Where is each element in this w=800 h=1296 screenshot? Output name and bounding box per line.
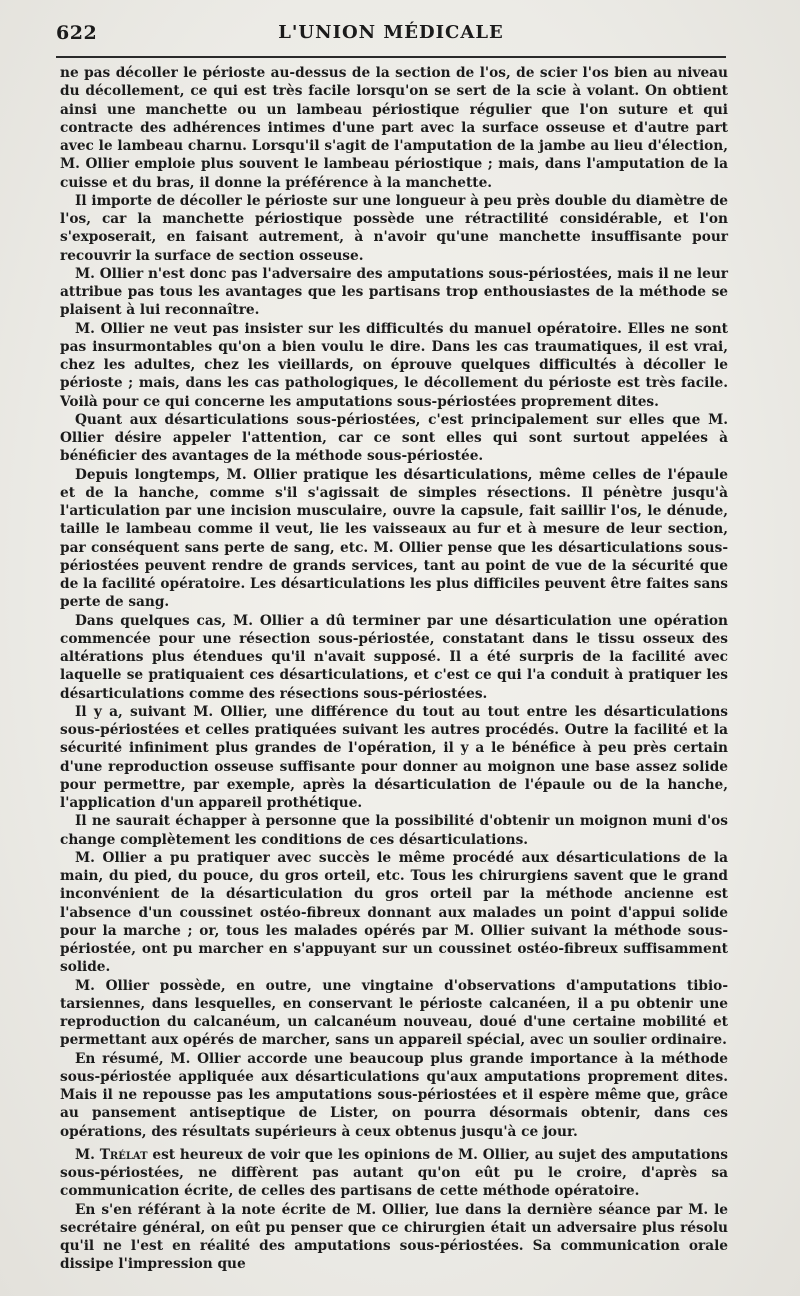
paragraph-4: M. Ollier ne veut pas insister sur les difficultés du manuel opératoire. Elles ne sont pas insurmontables qu'on a bien voulu le dire. Dans les cas traumatiques, il est vrai, chez les adultes, chez les vieillards, on éprouve quelques difficultés à décoller le périoste ; mais, dans les cas pathologiques, le décollement du périoste est très facile. Voilà pour ce qui concerne les amputations sous-périostées proprement dites. xyxy=(60,320,728,410)
paragraph-5: Quant aux désarticulations sous-périostées, c'est principalement sur elles que M. Ollier désire appeler l'attention, car ce sont elles qui sont surtout appelées à bénéficier des avantages de la méthode sous-périostée. xyxy=(60,411,728,465)
running-title: L'UNION MÉDICALE xyxy=(278,22,504,43)
speaker-name: M. Trélat xyxy=(75,1146,148,1163)
header-rule xyxy=(56,56,726,58)
paragraph-3: M. Ollier n'est donc pas l'adversaire des amputations sous-périostées, mais il ne leur attribue pas tous les avantages que les partisans trop enthousiastes de la méthode se plaisent à lui reconnaître. xyxy=(60,265,728,319)
paragraph-trelat xyxy=(60,1146,728,1201)
paragraph-final: En s'en référant à la note écrite de M. Ollier, lue dans la dernière séance par M. le secrétaire général, on eût pu penser que ce chirurgien était un adversaire plus résolu qu'il ne l'est en réalité des amputations sous-périostées. Sa communication orale dissipe l'impression que xyxy=(60,1201,728,1273)
paragraph-2: Il importe de décoller le périoste sur une longueur à peu près double du diamètre de l'os, car la manchette périostique possède une rétractilité considérable, et l'on s'exposerait, en faisant autrement, à n'avoir qu'une manchette insuffisante pour recouvrir la surface de section osseuse. xyxy=(60,192,728,264)
paragraph-11: M. Ollier possède, en outre, une vingtaine d'observations d'amputations tibio-tarsiennes, dans lesquelles, en conservant le périoste calcanéen, il a pu obtenir une reproduction du calcanéum, un calcanéum nouveau, doué d'une certaine mobilité et permettant aux opérés de marcher, sans un appareil spécial, avec un soulier ordinaire. xyxy=(60,977,728,1049)
page-number: 622 xyxy=(56,22,98,44)
paragraph-1: ne pas décoller le périoste au-dessus de la section de l'os, de scier l'os bien au niveau du décollement, ce qui est très facile lorsqu'on se sert de la scie à volant. On obtient ainsi une manchette ou un lambeau périostique régulier que l'on suture et qui contracte des adhérences intimes d'une part avec la surface osseuse et d'autre part avec le lambeau charnu. Lorsqu'il s'agit de l'amputation de la jambe au lieu d'élection, M. Ollier emploie plus souvent le lambeau périostique ; mais, dans l'amputation de la cuisse et du bras, il donne la préférence à la manchette. xyxy=(60,65,728,191)
paragraph-8: Il y a, suivant M. Ollier, une différence du tout au tout entre les désarticulations sous-périostées et celles pratiquées suivant les autres procédés. Outre la facilité et la sécurité infiniment plus grandes de l'opération, il y a le bénéfice à peu près certain d'une reproduction osseuse suffisante pour donner au moignon une base assez solide pour permettre, par exemple, après la désarticulation de l'épaule ou de la hanche, l'application d'un appareil prothétique. xyxy=(60,703,728,811)
paragraph-12: En résumé, M. Ollier accorde une beaucoup plus grande importance à la méthode sous-périostée appliquée aux désarticulations qu'aux amputations proprement dites. Mais il ne repousse pas les amputations sous-périostées et il espère même que, grâce au pansement antiseptique de Lister, on pourra désormais obtenir, dans ces opérations, des résultats supérieurs à ceux obtenus jusqu'à ce jour. xyxy=(60,1050,728,1140)
paragraph-9: Il ne saurait échapper à personne que la possibilité d'obtenir un moignon muni d'os change complètement les conditions de ces désarticulations. xyxy=(60,813,728,848)
article-body xyxy=(60,64,728,1274)
paragraph-7: Dans quelques cas, M. Ollier a dû terminer par une désarticulation une opération commencée pour une résection sous-périostée, constatant dans le tissu osseux des altérations plus étendues qu'il n'avait supposé. Il a été surpris de la facilité avec laquelle se pratiquaient ces désarticulations, et c'est ce qui l'a conduit à pratiquer les désarticulations comme des résections sous-périostées. xyxy=(60,612,728,702)
paragraph-10: M. Ollier a pu pratiquer avec succès le même procédé aux désarticulations de la main, du pied, du pouce, du gros orteil, etc. Tous les chirurgiens savent que le grand inconvénient de la désarticulation du gros orteil par la méthode ancienne est l'absence d'un coussinet ostéo-fibreux donnant aux malades un point d'appui solide pour la marche ; or, tous les malades opérés par M. Ollier suivant la méthode sous-périostée, ont pu marcher en s'appuyant sur un coussinet ostéo-fibreux suffisamment solide. xyxy=(60,849,728,976)
paragraph-6: Depuis longtemps, M. Ollier pratique les désarticulations, même celles de l'épaule et de la hanche, comme s'il s'agissait de simples résections. Il pénètre jusqu'à l'articulation par une incision musculaire, ouvre la capsule, fait saillir l'os, le dénude, taille le lambeau comme il veut, lie les vaisseaux au fur et à mesure de leur section, par conséquent sans perte de sang, etc. M. Ollier pense que les désarticulations sous-périostées peuvent rendre de grands services, tant au point de vue de la sécurité que de la facilité opératoire. Les désarticulations les plus difficiles peuvent être faites sans perte de sang. xyxy=(60,466,728,611)
page-header xyxy=(52,18,730,48)
trelat-text: est heureux de voir que les opinions de M. Ollier, au sujet des amputations sous-périostées, ne diffèrent pas autant qu'on eût pu le croire, d'après sa communication écrite, de celles des partisans de cette méthode opératoire. xyxy=(60,1146,729,1200)
